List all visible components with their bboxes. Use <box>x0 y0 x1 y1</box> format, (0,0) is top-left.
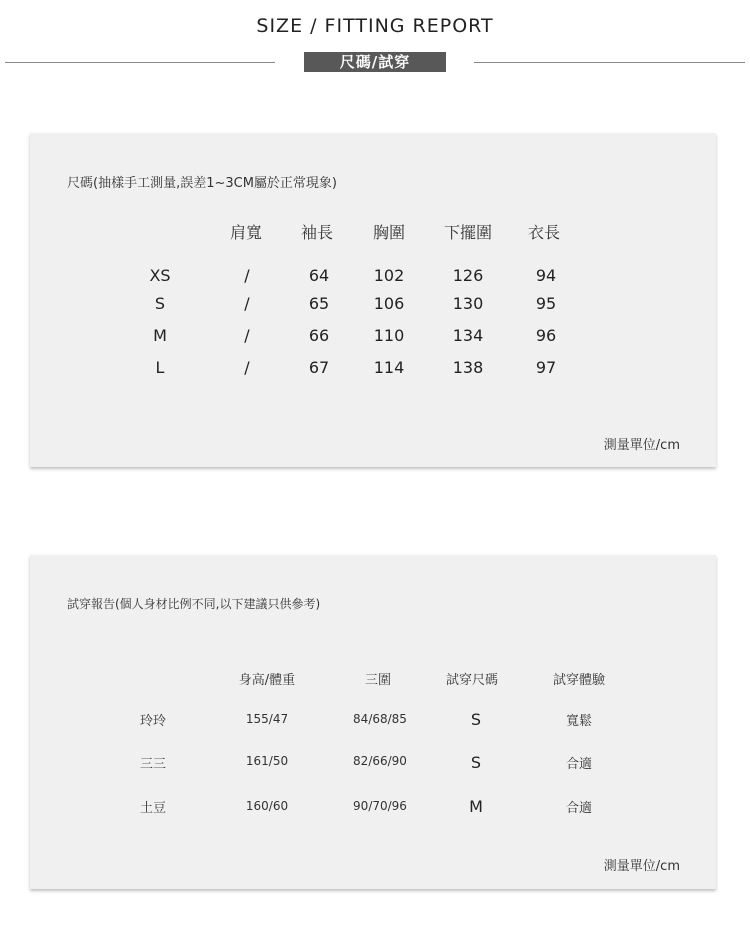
fitting-row-name: 土豆 <box>139 801 167 816</box>
size-col-header: 下擺圍 <box>443 223 493 242</box>
divider-left <box>5 62 275 63</box>
size-col-header: 肩寬 <box>229 223 263 242</box>
fitting-col-header: 試穿尺碼 <box>445 673 499 688</box>
size-cell: 94 <box>535 266 557 285</box>
size-cell: 67 <box>308 358 330 377</box>
size-cell: 97 <box>535 358 557 377</box>
fitting-cell: 合適 <box>565 757 593 772</box>
fitting-row-name: 玲玲 <box>139 714 167 729</box>
size-row-label: M <box>153 326 167 345</box>
size-row-label: L <box>155 358 165 377</box>
size-chart-note: 尺碼(抽樣手工測量,誤差1~3CM屬於正常現象) <box>67 176 338 191</box>
fitting-cell: S <box>470 753 482 772</box>
size-cell: 66 <box>308 326 330 345</box>
size-cell: 102 <box>373 266 405 285</box>
size-cell: 110 <box>373 326 405 345</box>
fitting-report-unit: 測量單位/cm <box>603 859 680 874</box>
fitting-col-header: 身高/體重 <box>238 673 296 688</box>
size-cell: / <box>244 294 250 313</box>
size-cell: / <box>244 358 250 377</box>
section-banner: 尺碼/試穿 <box>304 52 446 72</box>
size-cell: 134 <box>452 326 484 345</box>
fitting-cell: S <box>470 710 482 729</box>
size-cell: 114 <box>373 358 405 377</box>
fitting-row-name: 三三 <box>139 757 167 772</box>
size-cell: 138 <box>452 358 484 377</box>
size-cell: 130 <box>452 294 484 313</box>
fitting-cell: 寬鬆 <box>565 714 593 729</box>
fitting-cell: M <box>469 797 483 816</box>
size-chart-card <box>30 133 716 467</box>
fitting-report-note: 試穿報告(個人身材比例不同,以下建議只供參考) <box>67 597 321 611</box>
size-cell: 64 <box>308 266 330 285</box>
size-cell: / <box>244 326 250 345</box>
fitting-cell: 82/66/90 <box>353 754 407 768</box>
size-cell: / <box>244 266 250 285</box>
size-cell: 106 <box>373 294 405 313</box>
size-row-label: S <box>154 294 166 313</box>
page-title: SIZE / FITTING REPORT <box>256 15 494 37</box>
fitting-cell: 合適 <box>565 801 593 816</box>
fitting-col-header: 試穿體驗 <box>552 673 606 688</box>
divider-right <box>474 62 745 63</box>
size-col-header: 胸圍 <box>372 223 406 242</box>
fitting-cell: 160/60 <box>245 799 289 813</box>
size-cell: 126 <box>452 266 484 285</box>
fitting-col-header: 三圍 <box>364 673 392 688</box>
size-col-header: 衣長 <box>527 223 561 242</box>
fitting-report-card <box>30 555 716 889</box>
size-row-label: XS <box>149 266 171 285</box>
fitting-cell: 90/70/96 <box>353 799 407 813</box>
size-cell: 96 <box>535 326 557 345</box>
fitting-cell: 155/47 <box>245 712 289 726</box>
size-col-header: 袖長 <box>300 223 334 242</box>
size-cell: 95 <box>535 294 557 313</box>
fitting-cell: 84/68/85 <box>353 712 407 726</box>
fitting-cell: 161/50 <box>245 754 289 768</box>
size-chart-unit: 測量單位/cm <box>603 438 680 453</box>
size-cell: 65 <box>308 294 330 313</box>
